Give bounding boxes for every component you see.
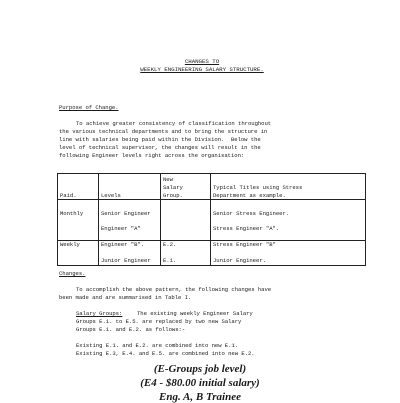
purpose-line: following Engineer levels right across the organisation: <box>59 152 245 159</box>
salary-groups-label: Salary Groups: <box>76 310 123 317</box>
purpose-line: To achieve greater consistency of classification throughout <box>76 120 272 127</box>
table-rule <box>365 173 366 265</box>
table-cell-level: Engineer "B". <box>101 241 144 248</box>
purpose-line: the various technical departments and to bring the structure in <box>59 128 268 135</box>
changes-intro-line: To accomplish the above pattern, the following changes have <box>76 286 272 293</box>
table-cell-title: Junior Engineer. <box>213 257 266 264</box>
purpose-line: line with salaries being paid within the Division. Below the <box>59 136 261 143</box>
table-cell-level: Engineer "A" <box>101 225 141 232</box>
table-cell-paid: Monthly <box>60 210 84 217</box>
combine-line: Existing E.3, E.4. and E.5. are combined into new E.2. <box>76 350 255 357</box>
purpose-heading: Purpose of Change. <box>59 104 119 111</box>
title-line-1: CHANGES TO <box>184 58 220 65</box>
table-rule <box>57 199 366 200</box>
table-cell-group: E.2. <box>163 241 177 248</box>
table-cell-level: Junior Engineer <box>101 257 151 264</box>
table-rule <box>98 173 99 265</box>
header-paid: Paid. <box>60 192 77 199</box>
table-rule <box>160 173 161 265</box>
handwritten-note: Eng. A, B Trainee <box>158 391 241 403</box>
header-typical-titles: Typical Titles using Stress <box>213 184 303 191</box>
purpose-line: level of technical supervisor, the changes will result in the <box>59 144 261 151</box>
table-cell-paid: Weekly <box>60 241 80 248</box>
header-new-salary: New <box>163 176 173 183</box>
table-rule <box>210 173 211 265</box>
table-rule <box>57 173 366 174</box>
header-levels: Levels <box>101 192 121 199</box>
table-rule <box>57 265 366 266</box>
header-new-salary: Salary <box>163 184 183 191</box>
table-cell-title: Senior Stress Engineer. <box>213 210 290 217</box>
changes-intro-line: been made and are summarised in Table I. <box>59 294 192 301</box>
salary-groups-line: Groups E.1. to E.5. are replaced by two new Salary <box>76 318 242 325</box>
salary-groups-line: The existing weekly Engineer Salary <box>137 310 253 317</box>
handwritten-note: (E4 - $80.00 initial salary) <box>140 377 260 389</box>
combine-line: Existing E.1. and E.2. are combined into new E.1. <box>76 342 239 349</box>
handwritten-note: (E-Groups job level) <box>153 363 247 375</box>
table-cell-level: Senior Engineer <box>101 210 151 217</box>
table-rule <box>57 173 58 265</box>
table-cell-title: Stress Engineer "B" <box>213 241 276 248</box>
table-cell-title: Stress Engineer "A". <box>213 225 280 232</box>
changes-heading: Changes. <box>59 270 86 277</box>
header-new-salary: Group. <box>163 192 183 199</box>
table-cell-group: E.1. <box>163 257 177 264</box>
salary-groups-line: Groups E.1. and E.2. as follows:- <box>76 326 186 333</box>
header-typical-titles: Department as example. <box>213 192 286 199</box>
title-line-2: WEEKLY ENGINEERING SALARY STRUCTURE. <box>140 66 264 73</box>
